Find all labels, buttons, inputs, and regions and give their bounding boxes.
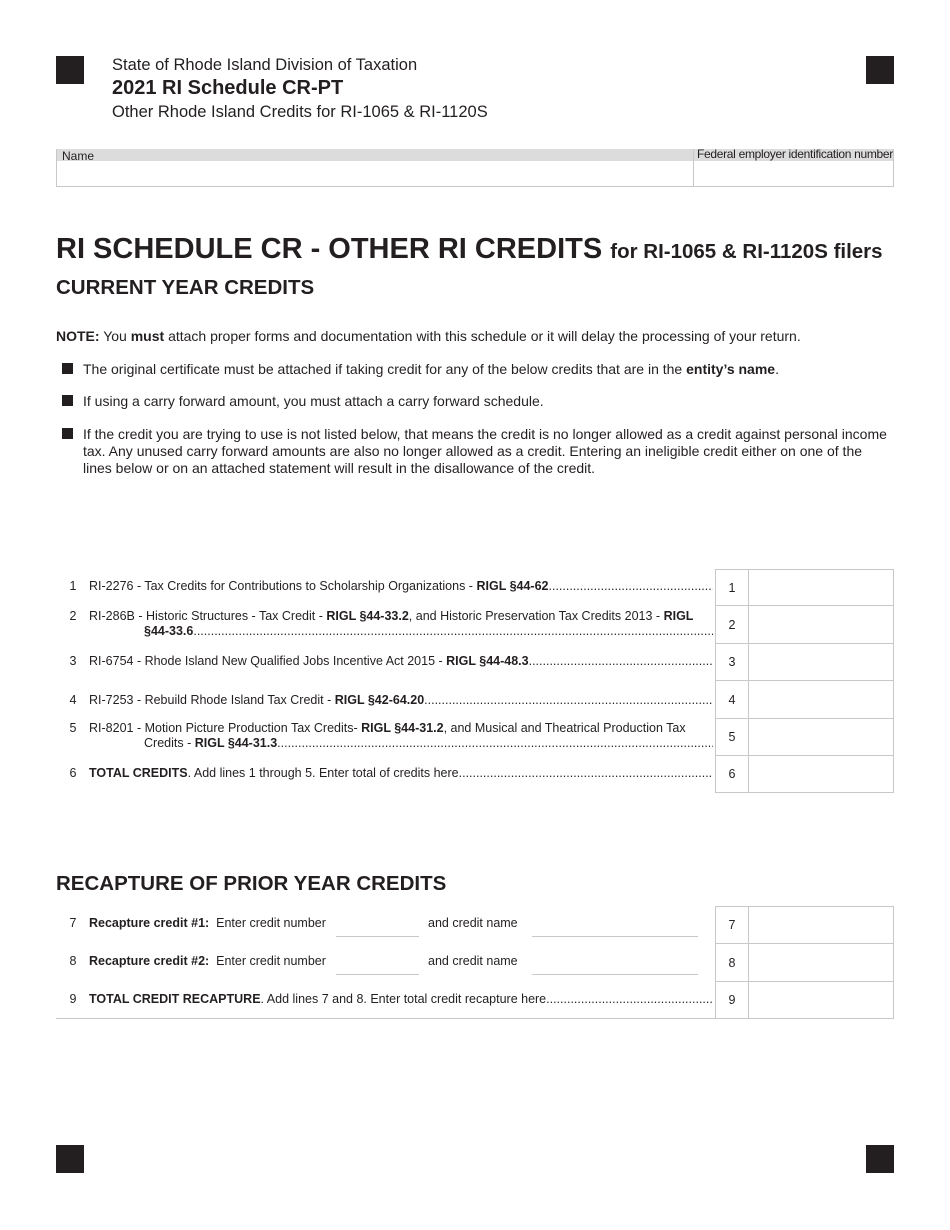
credit-name-field-1[interactable] bbox=[532, 918, 698, 936]
line-description bbox=[89, 609, 713, 639]
leader-dots bbox=[193, 624, 713, 639]
line-box-number: 9 bbox=[715, 982, 749, 1019]
line-description bbox=[89, 579, 713, 594]
bullet-3 bbox=[62, 426, 892, 477]
bullet-2 bbox=[62, 393, 892, 410]
line-number: 7 bbox=[69, 916, 77, 930]
line-1-text: RI-2276 - Tax Credits for Contributions to Scholarship Organizations - bbox=[89, 579, 473, 593]
line-number: 8 bbox=[69, 954, 77, 968]
form-header bbox=[112, 55, 488, 123]
credit-name-line-1 bbox=[532, 936, 698, 937]
registration-mark-top-left bbox=[56, 56, 84, 84]
line-1-amount[interactable] bbox=[749, 569, 894, 606]
line-5 bbox=[56, 719, 894, 756]
bullet-1-text bbox=[62, 361, 892, 378]
line-6-amount[interactable] bbox=[749, 756, 894, 793]
current-year-heading: CURRENT YEAR CREDITS bbox=[56, 276, 315, 299]
line-2-rigl-2a: RIGL bbox=[663, 609, 694, 623]
fein-field[interactable] bbox=[697, 163, 891, 185]
line-5-rigl-1: RIGL §44-31.2 bbox=[361, 721, 444, 735]
credit-name-line-2 bbox=[532, 974, 698, 975]
line-box-number: 4 bbox=[715, 681, 749, 719]
line-9-text: . Add lines 7 and 8. Enter total credit recapture here bbox=[260, 992, 547, 1006]
line-number: 9 bbox=[69, 992, 77, 1006]
line-6-text: . Add lines 1 through 5. Enter total of credits here bbox=[187, 766, 459, 780]
line-4-amount[interactable] bbox=[749, 681, 894, 719]
bullet-square-icon bbox=[62, 363, 73, 374]
line-5-text-2: , and Musical and Theatrical Production Tax bbox=[443, 721, 686, 735]
line-8 bbox=[56, 944, 894, 982]
line-number: 4 bbox=[69, 693, 77, 707]
registration-mark-bottom-left bbox=[56, 1145, 84, 1173]
name-field[interactable] bbox=[61, 163, 689, 185]
line-box-number: 6 bbox=[715, 756, 749, 793]
leader-dots bbox=[424, 693, 713, 708]
line-3 bbox=[56, 644, 894, 681]
line-6 bbox=[56, 756, 894, 793]
line-box-number: 2 bbox=[715, 606, 749, 644]
registration-mark-bottom-right bbox=[866, 1145, 894, 1173]
line-8-text-2: and credit name bbox=[428, 954, 518, 968]
line-box-number: 1 bbox=[715, 569, 749, 606]
line-8-amount[interactable] bbox=[749, 944, 894, 982]
note-must: must bbox=[130, 328, 165, 344]
taxpayer-id-box bbox=[56, 149, 894, 187]
line-2-rigl-1: RIGL §44-33.2 bbox=[326, 609, 409, 623]
line-3-rigl: RIGL §44-48.3 bbox=[446, 654, 529, 668]
line-7-bold: Recapture credit #1: bbox=[89, 916, 210, 930]
agency-name: State of Rhode Island Division of Taxation bbox=[112, 56, 418, 74]
line-description bbox=[89, 721, 713, 751]
recapture-table bbox=[56, 906, 894, 1019]
schedule-title bbox=[56, 232, 883, 269]
line-3-amount[interactable] bbox=[749, 644, 894, 681]
line-description bbox=[89, 766, 713, 781]
line-2 bbox=[56, 606, 894, 644]
form-title: 2021 RI Schedule CR-PT bbox=[112, 77, 344, 99]
line-3-text: RI-6754 - Rhode Island New Qualified Jobs Incentive Act 2015 - bbox=[89, 654, 443, 668]
leader-dots bbox=[546, 992, 713, 1007]
line-7-text: Enter credit number bbox=[216, 916, 326, 930]
table-bottom-rule bbox=[56, 1018, 716, 1019]
bullet-1-end: . bbox=[775, 361, 779, 377]
line-box-number: 5 bbox=[715, 719, 749, 756]
form-subtitle: Other Rhode Island Credits for RI-1065 & RI-1120S bbox=[112, 103, 488, 121]
line-number: 6 bbox=[69, 766, 77, 780]
line-4 bbox=[56, 681, 894, 719]
line-4-text: RI-7253 - Rebuild Rhode Island Tax Credit - bbox=[89, 693, 332, 707]
bullet-3-text: If the credit you are trying to use is not listed below, that means the credit is no longer allowed as a credit against personal income tax. Any unused carry forward amounts are also no longer allowed as a credit. Entering an ineligible credit either on one of the lines below or on an attached statement will result in the disallowance of the credit. bbox=[83, 426, 887, 476]
line-description bbox=[89, 693, 713, 708]
line-5-amount[interactable] bbox=[749, 719, 894, 756]
line-2-amount[interactable] bbox=[749, 606, 894, 644]
line-2-text-2: , and Historic Preservation Tax Credits 2013 - bbox=[408, 609, 661, 623]
field-divider bbox=[693, 149, 694, 186]
leader-dots bbox=[459, 766, 713, 781]
credit-number-field-2[interactable] bbox=[336, 956, 419, 974]
line-7 bbox=[56, 906, 894, 944]
line-2-rigl-2b: §44-33.6 bbox=[144, 624, 194, 638]
line-5-text-3: Credits - bbox=[144, 736, 192, 750]
line-7-amount[interactable] bbox=[749, 906, 894, 944]
credit-number-line-2 bbox=[336, 974, 419, 975]
bullet-2-text: If using a carry forward amount, you must attach a carry forward schedule. bbox=[83, 393, 544, 409]
note-post: attach proper forms and documentation with this schedule or it will delay the processing of your return. bbox=[168, 328, 801, 344]
line-description bbox=[89, 992, 713, 1007]
name-label: Name bbox=[62, 149, 95, 163]
note-pre: You bbox=[103, 328, 127, 344]
leader-dots bbox=[529, 654, 713, 669]
current-credits-table bbox=[56, 569, 894, 793]
line-box-number: 3 bbox=[715, 644, 749, 681]
line-number: 5 bbox=[69, 721, 77, 735]
line-4-rigl: RIGL §42-64.20 bbox=[334, 693, 425, 707]
bullet-square-icon bbox=[62, 428, 73, 439]
leader-dots bbox=[277, 736, 713, 751]
line-number: 3 bbox=[69, 654, 77, 668]
bullet-1 bbox=[62, 361, 892, 378]
bullet-1-bold: entity’s name bbox=[686, 361, 776, 377]
line-5-rigl-2: RIGL §44-31.3 bbox=[194, 736, 278, 750]
line-9-amount[interactable] bbox=[749, 982, 894, 1019]
credit-number-line-1 bbox=[336, 936, 419, 937]
note-text bbox=[56, 328, 801, 345]
leader-dots bbox=[549, 579, 714, 594]
fein-label: Federal employer identification number bbox=[696, 147, 893, 161]
line-9-bold: TOTAL CREDIT RECAPTURE bbox=[89, 992, 261, 1006]
line-8-bold: Recapture credit #2: bbox=[89, 954, 210, 968]
line-7-text-2: and credit name bbox=[428, 916, 518, 930]
line-9 bbox=[56, 982, 894, 1019]
note-label: NOTE: bbox=[56, 328, 100, 344]
line-description bbox=[89, 654, 713, 669]
line-box-number: 8 bbox=[715, 944, 749, 982]
line-2-text: RI-286B - Historic Structures - Tax Credit - bbox=[89, 609, 323, 623]
bullet-square-icon bbox=[62, 395, 73, 406]
line-box-number: 7 bbox=[715, 906, 749, 944]
line-5-text: RI-8201 - Motion Picture Production Tax Credits- bbox=[89, 721, 358, 735]
line-1-rigl: RIGL §44-62 bbox=[476, 579, 549, 593]
recapture-heading: RECAPTURE OF PRIOR YEAR CREDITS bbox=[56, 872, 447, 895]
schedule-title-main: RI SCHEDULE CR - OTHER RI CREDITS bbox=[56, 233, 603, 265]
credit-name-field-2[interactable] bbox=[532, 956, 698, 974]
line-8-text: Enter credit number bbox=[216, 954, 326, 968]
credit-number-field-1[interactable] bbox=[336, 918, 419, 936]
line-number: 1 bbox=[69, 579, 77, 593]
line-1 bbox=[56, 569, 894, 606]
registration-mark-top-right bbox=[866, 56, 894, 84]
line-number: 2 bbox=[69, 609, 77, 623]
line-6-bold: TOTAL CREDITS bbox=[89, 766, 188, 780]
schedule-title-sub: for RI-1065 & RI-1120S filers bbox=[610, 240, 883, 263]
bullet-1-pre: The original certificate must be attached if taking credit for any of the below credits that are in the bbox=[83, 361, 683, 377]
